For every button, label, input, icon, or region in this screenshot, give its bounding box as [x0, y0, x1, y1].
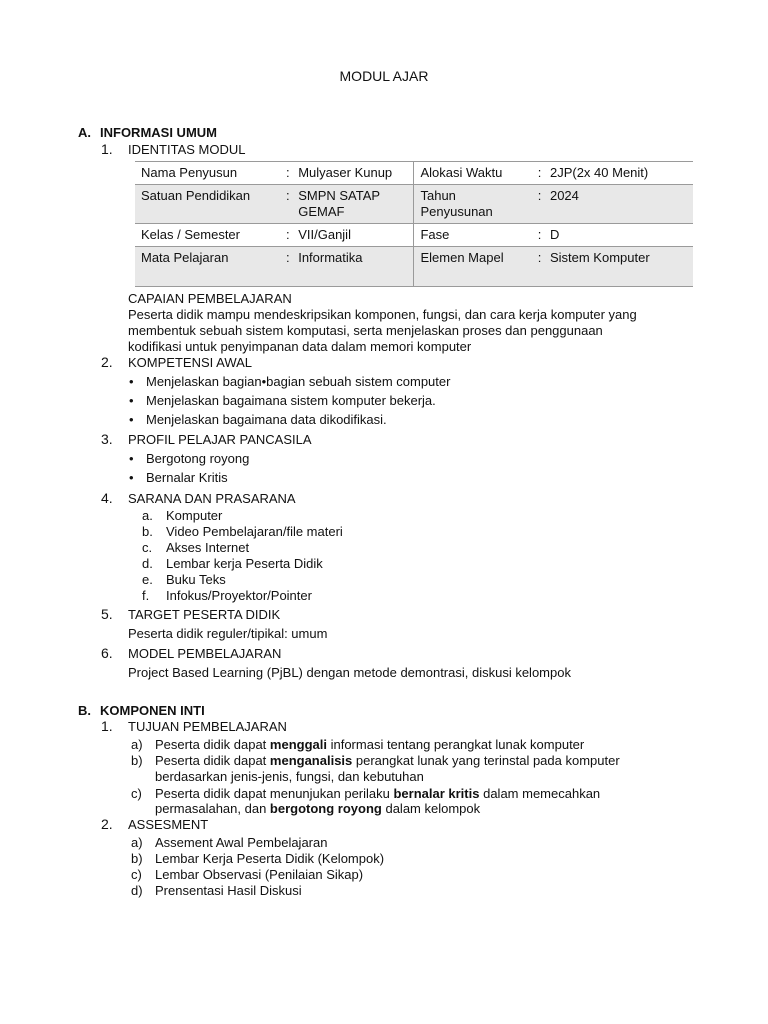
table-row: [135, 185, 693, 224]
list-item: Lembar kerja Peserta Didik: [166, 556, 323, 571]
value-kelas-semester: VII/Ganjil: [292, 224, 414, 247]
list-marker: b): [131, 753, 143, 768]
text-segment: permasalahan, dan: [155, 801, 270, 816]
list-marker: f.: [142, 588, 150, 603]
colon: :: [284, 185, 292, 224]
bullet: •: [129, 451, 134, 466]
bold-segment: bernalar kritis: [393, 786, 480, 801]
profil-title: PROFIL PELAJAR PANCASILA: [128, 432, 312, 447]
kompetensi-title: KOMPETENSI AWAL: [128, 355, 253, 370]
bold-segment: bergotong royong: [269, 801, 382, 816]
text-segment: Peserta didik dapat: [155, 737, 270, 752]
profil-item-1: Bergotong royong: [146, 451, 250, 466]
capaian-line-3: kodifikasi untuk penyimpanan data dalam memori komputer: [128, 339, 472, 354]
tujuan-title: TUJUAN PEMBELAJARAN: [128, 719, 287, 734]
assesment-title: ASSESMENT: [128, 817, 209, 832]
label-kelas-semester: Kelas / Semester: [141, 227, 240, 242]
target-text: Peserta didik reguler/tipikal: umum: [128, 626, 328, 641]
colon: :: [284, 247, 292, 287]
sarana-title: SARANA DAN PRASARANA: [128, 491, 296, 506]
value-alokasi-waktu: 2JP(2x 40 Menit): [549, 165, 649, 180]
model-text: Project Based Learning (PjBL) dengan metode demontrasi, diskusi kelompok: [128, 665, 571, 680]
list-marker: c): [131, 786, 142, 801]
list-item: Video Pembelajaran/file materi: [166, 524, 343, 539]
text-segment: Peserta didik dapat menunjukan perilaku: [155, 786, 394, 801]
colon: :: [286, 227, 290, 242]
table-row: [135, 224, 693, 247]
list-item: Lembar Kerja Peserta Didik (Kelompok): [155, 851, 385, 866]
label-alokasi-waktu: Alokasi Waktu: [420, 165, 503, 180]
value-elemen-mapel: Sistem Komputer: [544, 247, 693, 287]
list-item: Infokus/Proyektor/Pointer: [166, 588, 312, 603]
label-fase: Fase: [420, 227, 450, 242]
capaian-title: CAPAIAN PEMBELAJARAN: [128, 291, 292, 306]
value-satuan-pendidikan: SMPN SATAP GEMAF: [292, 185, 414, 224]
kompetensi-item-3: Menjelaskan bagaimana data dikodifikasi.: [146, 412, 387, 427]
value-fase: D: [549, 227, 560, 242]
model-title: MODEL PEMBELAJARAN: [128, 646, 282, 661]
bullet: •: [129, 470, 134, 485]
value-mata-pelajaran: Informatika: [292, 247, 414, 287]
list-marker: d.: [142, 556, 153, 571]
bullet: •: [129, 412, 134, 427]
text-segment: informasi tentang perangkat lunak komputer: [326, 737, 585, 752]
target-title: TARGET PESERTA DIDIK: [128, 607, 281, 622]
bold-segment: menganalisis: [269, 753, 353, 768]
section-b-letter: B.: [78, 703, 91, 718]
assesment-number: 2.: [101, 816, 113, 832]
list-item: Lembar Observasi (Penilaian Sikap): [155, 867, 364, 882]
label-satuan-pendidikan: Satuan Pendidikan: [135, 185, 284, 224]
label-mata-pelajaran: Mata Pelajaran: [135, 247, 284, 287]
list-marker: a): [131, 835, 143, 850]
table-row: [135, 247, 693, 287]
list-marker: b): [131, 851, 143, 866]
colon: :: [537, 165, 542, 180]
identity-table: [135, 161, 693, 287]
list-marker: c.: [142, 540, 153, 555]
list-marker: a.: [142, 508, 153, 523]
model-number: 6.: [101, 645, 113, 661]
page-title: MODUL AJAR: [339, 68, 429, 84]
tujuan-item-a: [155, 737, 584, 753]
bullet: •: [129, 393, 134, 408]
list-marker: a): [131, 737, 143, 752]
kompetensi-item-1: Menjelaskan bagian•bagian sebuah sistem computer: [146, 374, 451, 389]
bullet: •: [129, 374, 134, 389]
list-item: Assement Awal Pembelajaran: [155, 835, 328, 850]
list-item: Komputer: [166, 508, 223, 523]
profil-number: 3.: [101, 431, 113, 447]
value-nama-penyusun: Mulyaser Kunup: [292, 162, 414, 185]
colon: :: [286, 165, 290, 180]
text-segment: perangkat lunak yang terinstal pada komputer: [352, 753, 620, 768]
text-segment: dalam memecahkan: [479, 786, 601, 801]
profil-item-2: Bernalar Kritis: [146, 470, 228, 485]
text-segment: dalam kelompok: [381, 801, 481, 816]
identitas-number: 1.: [101, 141, 113, 157]
table-row: [135, 162, 693, 185]
colon: :: [537, 227, 542, 242]
target-number: 5.: [101, 606, 113, 622]
section-a-title: INFORMASI UMUM: [100, 125, 217, 140]
identitas-title: IDENTITAS MODUL: [128, 142, 246, 157]
colon: :: [536, 185, 544, 224]
capaian-line-2: membentuk sebuah sistem komputasi, serta menjelaskan proses dan penggunaan: [128, 323, 603, 338]
kompetensi-number: 2.: [101, 354, 113, 370]
tujuan-item-c: [155, 786, 600, 802]
section-b-title: KOMPONEN INTI: [100, 703, 205, 718]
colon: :: [536, 247, 544, 287]
list-marker: b.: [142, 524, 153, 539]
list-marker: d): [131, 883, 143, 898]
value-tahun-penyusunan: 2024: [544, 185, 693, 224]
list-item: Akses Internet: [166, 540, 250, 555]
capaian-line-1: Peserta didik mampu mendeskripsikan komponen, fungsi, dan cara kerja komputer yang: [128, 307, 637, 322]
list-item: Prensentasi Hasil Diskusi: [155, 883, 302, 898]
sarana-number: 4.: [101, 490, 113, 506]
bold-segment: menggali: [269, 737, 327, 752]
section-a-letter: A.: [78, 125, 91, 140]
tujuan-item-c-line-2: [155, 801, 480, 817]
label-nama-penyusun: Nama Penyusun: [141, 165, 238, 180]
list-marker: e.: [142, 572, 153, 587]
label-tahun-penyusunan: Tahun Penyusunan: [414, 185, 536, 224]
text-segment: Peserta didik dapat: [155, 753, 270, 768]
list-item: Buku Teks: [166, 572, 226, 587]
tujuan-item-b-line-2: berdasarkan jenis-jenis, fungsi, dan kebutuhan: [155, 769, 424, 784]
tujuan-item-b: [155, 753, 620, 769]
kompetensi-item-2: Menjelaskan bagaimana sistem komputer bekerja.: [146, 393, 436, 408]
tujuan-number: 1.: [101, 718, 113, 734]
list-marker: c): [131, 867, 142, 882]
label-elemen-mapel: Elemen Mapel: [414, 247, 536, 287]
